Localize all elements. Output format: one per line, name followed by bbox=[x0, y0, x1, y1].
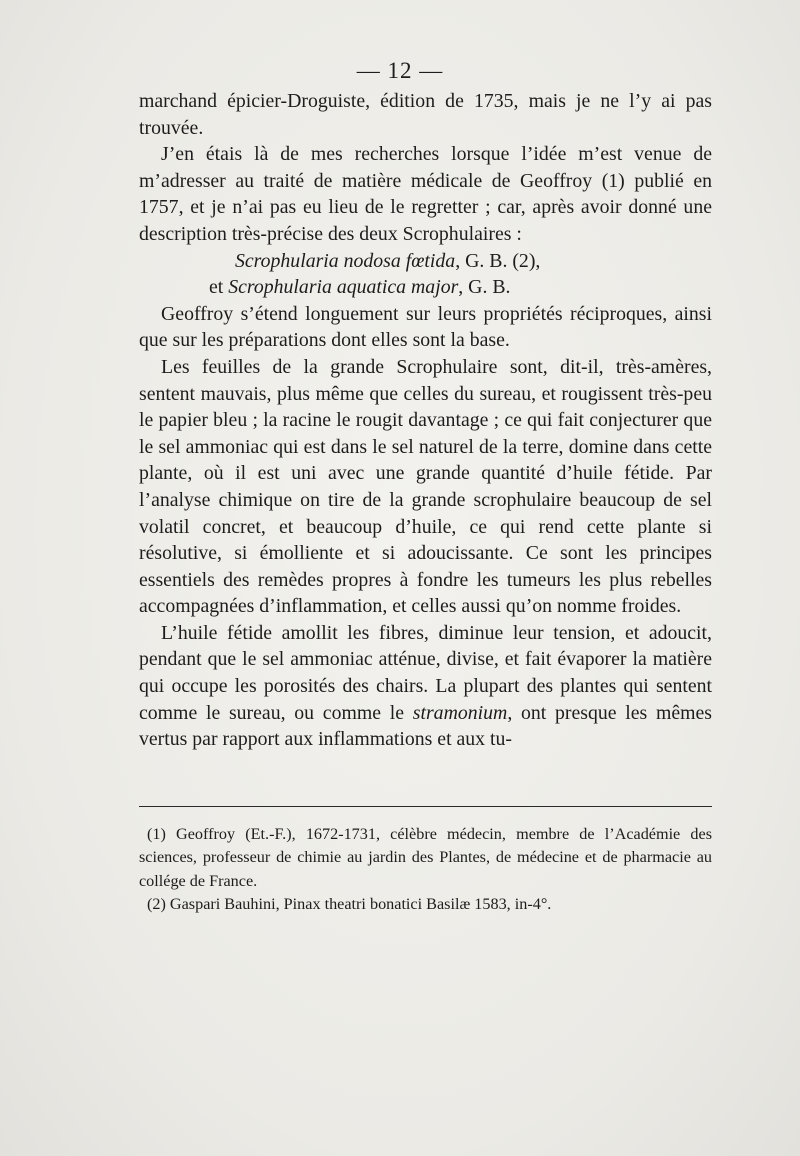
paragraph-text: , ont presque les mêmes vertus par rapport aux inflammations et aux tu- bbox=[139, 701, 713, 751]
paragraph: Les feuilles de la grande Scrophulaire sont, dit-il, très-amères, sentent mauvais, plus même que celles du sureau, et rougissent très-peu le papier bleu ; la racine le rougit davantage ; ce qui fait conjecturer que le sel ammoniac qui est dans le sel naturel de la terre, domine dans cette plante, où il est uni avec une grande quantité d’huile fétide. Par l’analyse chimique on tire de la grande scrophulaire beaucoup de sel volatil concret, et beaucoup d’huile, ce qui rend cette plante si résolutive, si émolliente et si adoucissante. Ce sont les principes essentiels des remèdes propres à fondre les tumeurs les plus rebelles accompagnées d’inflammation, et celles aussi qu’on nomme froides. bbox=[139, 355, 712, 618]
main-text bbox=[139, 88, 712, 753]
species-authority: , G. B. bbox=[458, 276, 511, 299]
paragraph bbox=[139, 620, 712, 753]
species-name: Scrophularia nodosa fœtida bbox=[235, 249, 456, 272]
paragraph: marchand épicier-Droguiste, édition de 1735, mais je ne l’y ai pas trouvée. bbox=[139, 90, 712, 139]
species-line bbox=[139, 248, 712, 275]
footnote: (1) Geoffroy (Et.-F.), 1672-1731, célèbre médecin, membre de l’Académie des sciences, professeur de chimie au jardin des Plantes, de médecine et de pharmacie au collége de France. bbox=[139, 825, 712, 890]
footnote: (2) Gaspari Bauhini, Pinax theatri bonatici Basilæ 1583, in-4°. bbox=[147, 895, 552, 914]
paragraph: Geoffroy s’étend longuement sur leurs propriétés réciproques, ainsi que sur les préparations dont elles sont la base. bbox=[139, 302, 712, 352]
footnotes bbox=[139, 823, 712, 917]
species-name: Scrophularia aquatica major bbox=[228, 276, 459, 299]
paragraph-text: L’huile fétide amollit les fibres, diminue leur tension, et adoucit, pendant que le sel ammoniac atténue, divise, et fait évaporer la matière qui occupe les porosités des chairs. La plupart des plantes qui sentent comme le sureau, ou comme le bbox=[139, 621, 712, 724]
species-authority: , G. B. (2), bbox=[455, 249, 541, 272]
species-conjunction: et bbox=[209, 276, 229, 299]
paragraph: J’en étais là de mes recherches lorsque l’idée m’est venue de m’adresser au traité de matière médicale de Geoffroy (1) publié en 1757, et je n’ai pas eu lieu de le regretter ; car, après avoir donné une description très-précise des deux Scrophulaires : bbox=[139, 143, 712, 245]
species-line bbox=[139, 274, 712, 301]
italic-term: stramonium bbox=[412, 701, 508, 724]
footnote-divider bbox=[139, 806, 712, 807]
page-number: — 12 — bbox=[356, 58, 444, 83]
